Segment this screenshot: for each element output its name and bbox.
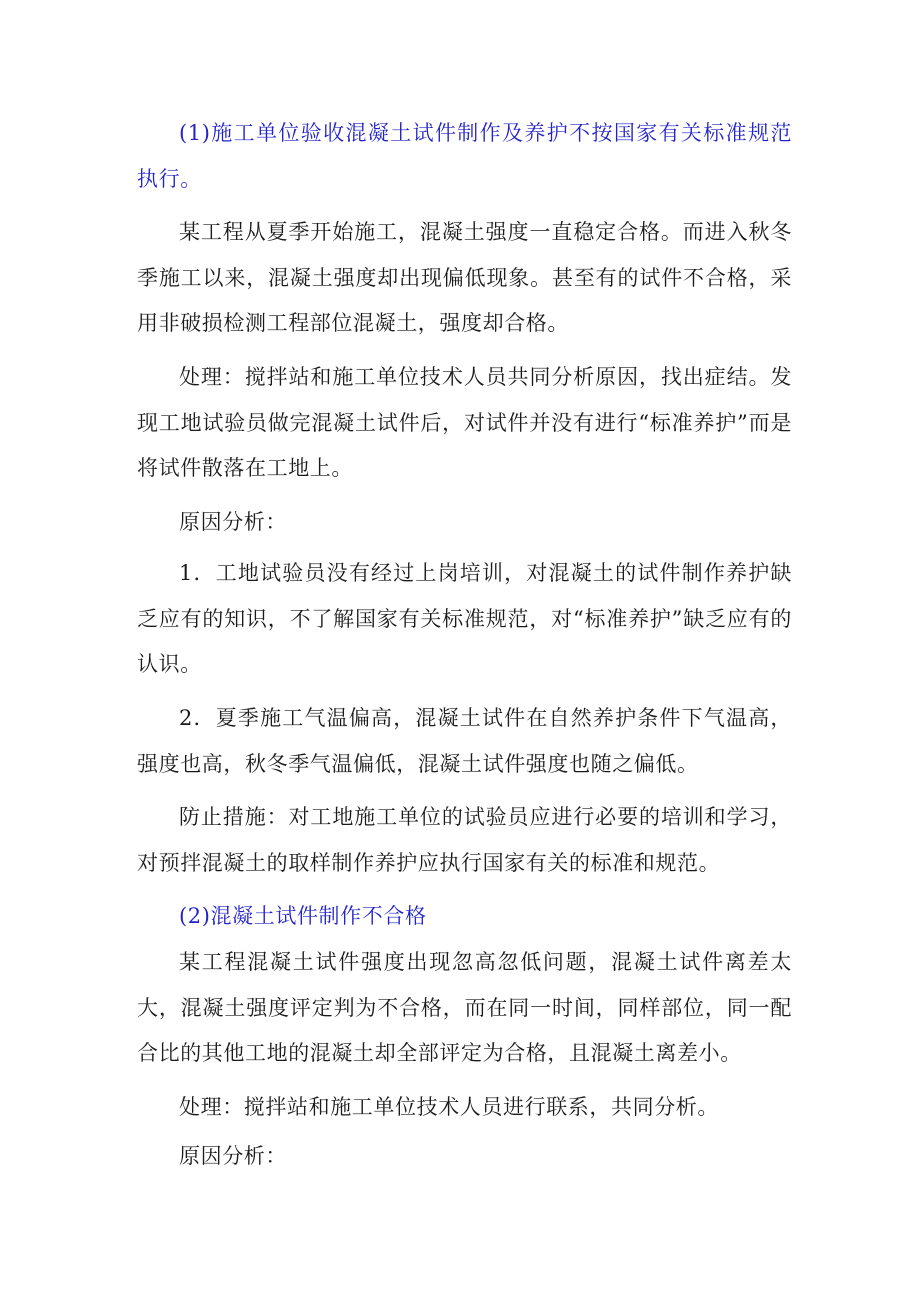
prevention-paragraph: 防止措施：对工地施工单位的试验员应进行必要的培训和学习，对预拌混凝土的取样制作养护应执行国家有关的标准和规范。	[137, 805, 792, 875]
section-heading-1: (1)施工单位验收混凝土试件制作及养护不按国家有关标准规范执行。	[137, 121, 792, 191]
section-heading-2: (2)混凝土试件制作不合格	[179, 904, 427, 928]
cause-analysis-label-2: 原因分析：	[179, 1144, 287, 1168]
treatment-paragraph-2: 处理：搅拌站和施工单位技术人员进行联系，共同分析。	[179, 1095, 719, 1119]
cause-analysis-label: 原因分析：	[179, 510, 287, 534]
case-description-paragraph-2: 某工程混凝土试件强度出现忽高忽低问题，混凝土试件离差太大，混凝土强度评定判为不合格，而在同一时间，同样部位，同一配合比的其他工地的混凝土却全部评定为合格，且混凝土离差小。	[137, 950, 792, 1066]
cause-item-2: 2．夏季施工气温偏高，混凝土试件在自然养护条件下气温高，强度也高，秋冬季气温偏低，混凝土试件强度也随之偏低。	[137, 706, 792, 776]
case-description-paragraph: 某工程从夏季开始施工，混凝土强度一直稳定合格。而进入秋冬季施工以来，混凝土强度却出现偏低现象。甚至有的试件不合格，采用非破损检测工程部位混凝土，强度却合格。	[137, 220, 792, 336]
treatment-paragraph: 处理：搅拌站和施工单位技术人员共同分析原因，找出症结。发现工地试验员做完混凝土试件后，对试件并没有进行“标准养护”而是将试件散落在工地上。	[137, 365, 792, 481]
cause-item-1: 1．工地试验员没有经过上岗培训，对混凝土的试件制作养护缺乏应有的知识，不了解国家有关标准规范，对“标准养护”缺乏应有的认识。	[137, 561, 792, 677]
